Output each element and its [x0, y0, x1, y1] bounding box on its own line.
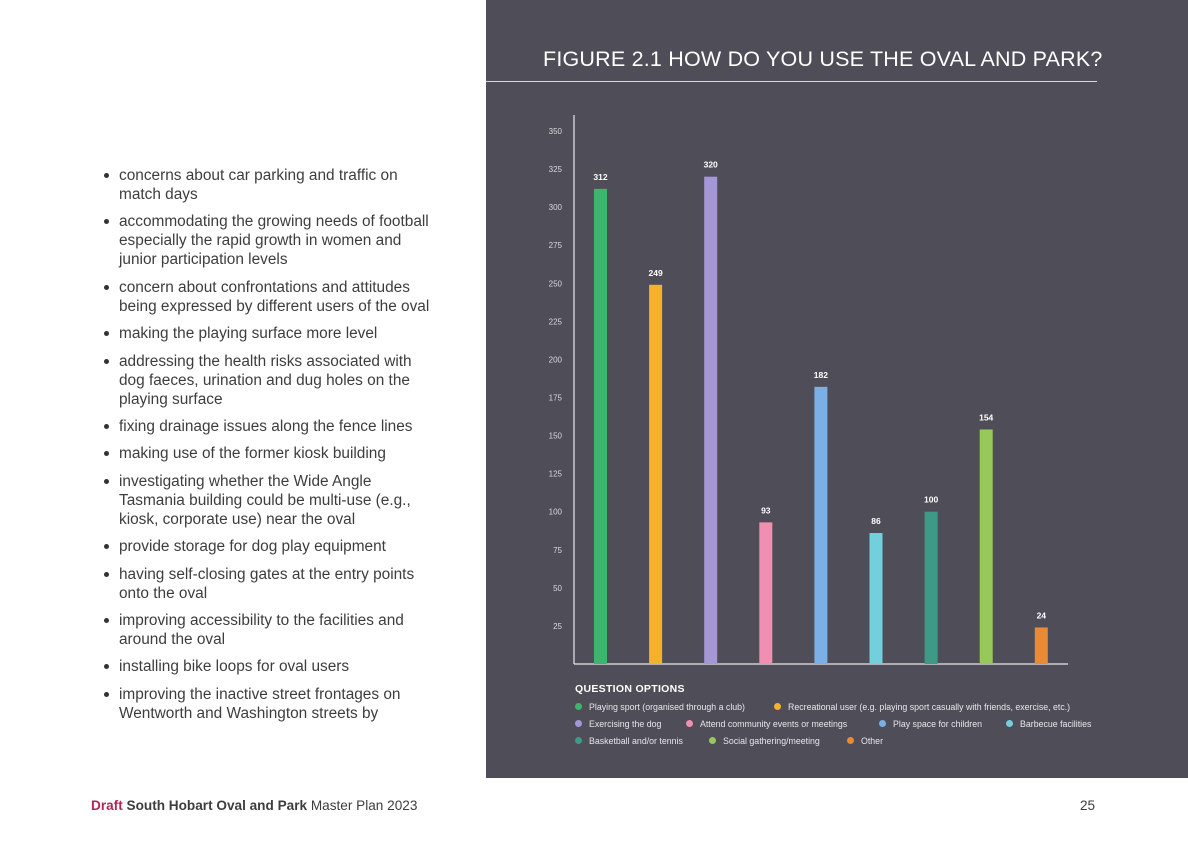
legend-item — [709, 736, 820, 746]
legend-label: Social gathering/meeting — [723, 736, 820, 746]
bar — [870, 533, 883, 664]
y-tick-label: 175 — [548, 393, 562, 403]
legend-item — [847, 736, 883, 746]
footer-draft-label: Draft — [91, 798, 123, 813]
data-label: 93 — [761, 505, 771, 516]
legend-swatch — [575, 720, 582, 727]
bar — [704, 177, 717, 664]
y-tick-label: 75 — [553, 545, 562, 555]
legend-item — [1006, 719, 1091, 729]
y-tick-label: 25 — [553, 621, 562, 631]
data-label: 249 — [648, 267, 663, 278]
y-tick-label: 250 — [548, 279, 562, 289]
legend-label: Other — [861, 736, 884, 746]
y-tick-label: 225 — [548, 317, 562, 327]
legend-swatch — [847, 737, 854, 744]
data-label: 100 — [924, 494, 939, 505]
bullet-item: provide storage for dog play equipment — [100, 537, 430, 556]
bar — [649, 285, 662, 664]
legend-swatch — [686, 720, 693, 727]
legend-item — [686, 719, 847, 729]
y-tick-label: 350 — [548, 127, 562, 136]
bullet-list — [100, 166, 430, 731]
legend-swatch — [575, 703, 582, 710]
legend-label: Play space for children — [893, 719, 982, 729]
y-tick-label: 300 — [548, 203, 562, 213]
footer-document-title — [91, 798, 417, 813]
footer-title-bold: South Hobart Oval and Park — [126, 798, 308, 813]
figure-panel — [486, 0, 1188, 778]
y-tick-label: 275 — [548, 241, 562, 251]
legend-swatch — [774, 703, 781, 710]
bar — [594, 189, 607, 664]
bullet-item: improving accessibility to the facilities and around the oval — [100, 611, 430, 649]
legend-label: Exercising the dog — [589, 719, 662, 729]
figure-title: FIGURE 2.1 HOW DO YOU USE THE OVAL AND PARK? — [543, 47, 1103, 71]
bar — [814, 387, 827, 664]
bullet-item: fixing drainage issues along the fence lines — [100, 417, 430, 436]
bullet-item: making use of the former kiosk building — [100, 444, 430, 463]
bar-chart — [486, 0, 1188, 680]
legend-label: Playing sport (organised through a club) — [589, 702, 745, 712]
bar — [759, 522, 772, 664]
bullet-item: addressing the health risks associated with dog faeces, urination and dug holes on the playing surface — [100, 352, 430, 409]
legend-item — [575, 719, 661, 729]
legend-item — [774, 702, 1070, 712]
bullet-item: accommodating the growing needs of football especially the rapid growth in women and junior participation levels — [100, 212, 430, 269]
legend-label: Recreational user (e.g. playing sport casually with friends, exercise, etc.) — [788, 702, 1071, 712]
legend-title: QUESTION OPTIONS — [575, 683, 685, 695]
page-number: 25 — [1080, 798, 1096, 813]
y-tick-label: 200 — [548, 355, 562, 365]
bullet-item: concerns about car parking and traffic on match days — [100, 166, 430, 204]
y-tick-label: 150 — [548, 431, 562, 441]
legend-swatch — [879, 720, 886, 727]
legend-label: Basketball and/or tennis — [589, 736, 683, 746]
bullet-item: making the playing surface more level — [100, 324, 430, 343]
bullet-item: investigating whether the Wide Angle Tasmania building could be multi-use (e.g., kiosk, corporate use) near the oval — [100, 472, 430, 529]
legend-label: Attend community events or meetings — [700, 719, 848, 729]
y-tick-label: 325 — [548, 165, 562, 175]
legend-item — [575, 736, 683, 746]
data-label: 86 — [871, 516, 881, 527]
bullet-item: improving the inactive street frontages on Wentworth and Washington streets by — [100, 685, 430, 723]
legend-label: Barbecue facilities — [1020, 719, 1092, 729]
legend-item — [879, 719, 982, 729]
bar — [925, 512, 938, 664]
footer-title-rest: Master Plan 2023 — [310, 798, 418, 813]
y-tick-label: 100 — [548, 507, 562, 517]
y-tick-label: 125 — [548, 469, 562, 479]
y-tick-label: 50 — [553, 583, 562, 593]
bullet-item: concern about confrontations and attitudes being expressed by different users of the oval — [100, 278, 430, 316]
data-label: 320 — [703, 159, 718, 170]
legend-swatch — [575, 737, 582, 744]
legend-swatch — [1006, 720, 1013, 727]
bar — [980, 429, 993, 664]
legend-item — [575, 702, 745, 712]
data-label: 24 — [1036, 610, 1047, 621]
data-label: 154 — [979, 412, 994, 423]
bar — [1035, 627, 1048, 664]
bullet-item: having self-closing gates at the entry points onto the oval — [100, 565, 430, 603]
data-label: 182 — [813, 369, 828, 380]
legend-swatch — [709, 737, 716, 744]
data-label: 312 — [593, 171, 608, 182]
bullet-item: installing bike loops for oval users — [100, 657, 430, 676]
